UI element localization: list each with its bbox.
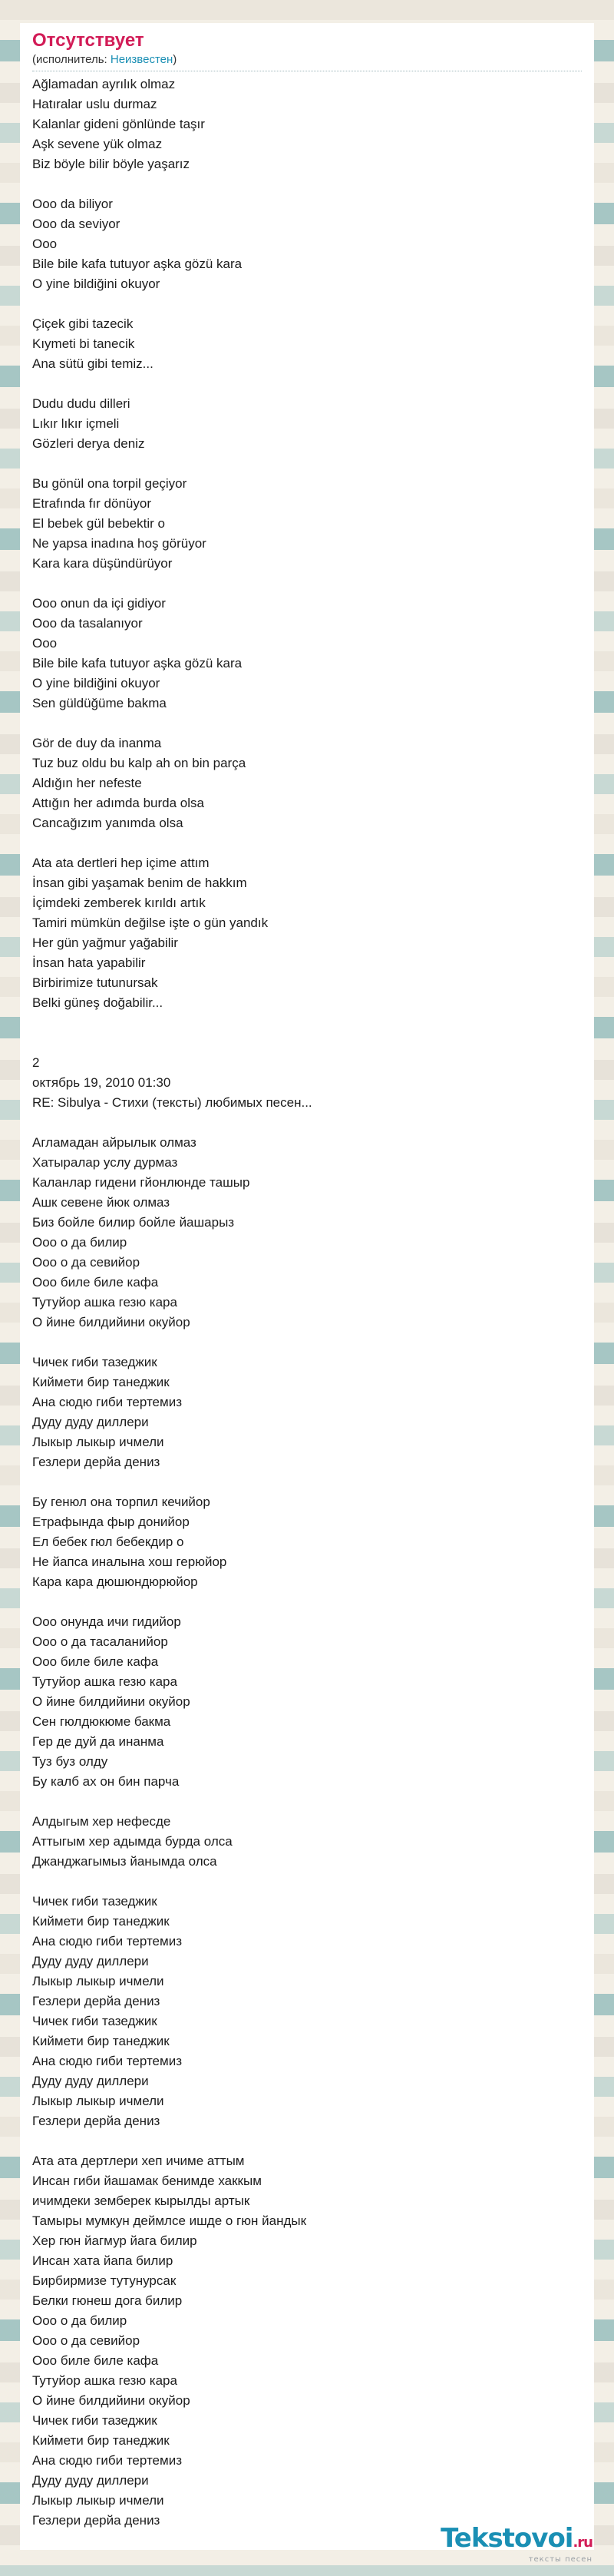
lyrics-line: ичимдеки земберек кырылды артык [32, 2194, 250, 2208]
lyrics-line: Лыкыр лыкыр ичмели [32, 1974, 164, 1988]
lyrics-line: Ана сюдю гиби тертемиз [32, 2453, 182, 2468]
lyrics-blank-line [32, 2131, 582, 2151]
lyrics-line: O yine bildiğini okuyor [32, 676, 160, 690]
lyrics-line: O yine bildiğini okuyor [32, 276, 160, 291]
lyrics-line: Kalanlar gideni gönlünde taşır [32, 117, 205, 131]
lyrics-line: Инсан хата йапа билир [32, 2253, 173, 2268]
lyrics-line: Чичек гиби тазеджик [32, 2014, 157, 2028]
lyrics-line: Лыкыр лыкыр ичмели [32, 2094, 164, 2108]
lyrics-blank-line [32, 1592, 582, 1612]
lyrics-line: Гер де дуй да инанма [32, 1734, 164, 1749]
lyrics-line: Hatıralar uslu durmaz [32, 97, 157, 111]
lyrics-line: Лыкыр лыкыр ичмели [32, 2493, 164, 2508]
lyrics-line: Ana sütü gibi temiz... [32, 356, 154, 371]
lyrics-line: Бу генюл она торпил кечийор [32, 1495, 210, 1509]
lyrics-line: Ооо биле биле кафа [32, 1654, 159, 1669]
lyrics-blank-line [32, 833, 582, 853]
lyrics-line: Etrafında fır dönüyor [32, 496, 151, 511]
logo-wordmark [441, 2525, 593, 2557]
lyrics-line: Bile bile kafa tutuyor aşka gözü kara [32, 257, 243, 271]
lyrics-line: Инсан гиби йашамак бенимде хаккым [32, 2174, 262, 2188]
artist-prefix: (исполнитель: [32, 53, 111, 66]
lyrics-line: Хатыралар услу дурмаз [32, 1155, 178, 1170]
lyrics-line: Gözleri derya deniz [32, 436, 145, 451]
lyrics-line: Киймети бир танеджик [32, 1375, 170, 1389]
lyrics-line: Дуду дуду диллери [32, 2473, 149, 2488]
lyrics-line: Киймети бир танеджик [32, 1914, 170, 1929]
lyrics-line: Dudu dudu dilleri [32, 396, 130, 411]
lyrics-blank-line [32, 1792, 582, 1812]
lyrics-line: Tuz buz oldu bu kalp ah on bin parça [32, 756, 246, 770]
lyrics-line: İçimdeki zemberek kırıldı artık [32, 896, 206, 910]
lyrics-line: Биз бойле билир бойле йашарыз [32, 1215, 235, 1230]
lyrics-blank-line [32, 374, 582, 394]
lyrics-line: Не йапса иналына хош герюйор [32, 1555, 227, 1569]
lyrics-card [20, 23, 594, 2550]
lyrics-line: Sen güldüğüme bakma [32, 696, 167, 710]
lyrics-line: Ооо о да билир [32, 1235, 127, 1250]
page-title: Отсутствует [32, 30, 144, 51]
lyrics-line: RE: Sibulya - Стихи (тексты) любимых песен... [32, 1095, 312, 1110]
lyrics-line: Кара кара дюшюндюрюйор [32, 1574, 198, 1589]
lyrics-blank-line [32, 454, 582, 474]
lyrics-line: Джанджагымыз йанымда олса [32, 1854, 217, 1869]
lyrics-line: Aşk sevene yük olmaz [32, 137, 163, 151]
logo-tld: .ru [573, 2535, 593, 2551]
lyrics-blank-line [32, 1013, 582, 1033]
lyrics-line: Ооо биле биле кафа [32, 2353, 159, 2368]
lyrics-blank-line [32, 574, 582, 594]
lyrics-line: Ашк севене йюк олмаз [32, 1195, 170, 1210]
lyrics-line: Ağlamadan ayrılık olmaz [32, 77, 176, 91]
lyrics-line: İnsan hata yapabilir [32, 955, 146, 970]
lyrics-line: Ооо о да билир [32, 2313, 127, 2328]
lyrics-line: Ооо биле биле кафа [32, 1275, 159, 1290]
lyrics-line: Каланлар гидени гйонлюнде ташыр [32, 1175, 250, 1190]
lyrics-line: Ооо о да тасаланийор [32, 1634, 168, 1649]
lyrics-line: Тамыры мумкун деймлсе ишде о гюн йандык [32, 2213, 307, 2228]
lyrics-blank-line [32, 174, 582, 194]
lyrics-line: Туз буз олду [32, 1754, 108, 1769]
lyrics-line: Cancağızım yanımda olsa [32, 816, 183, 830]
lyrics-blank-line [32, 1333, 582, 1353]
lyrics-line: Ooo da tasalanıyor [32, 616, 143, 631]
lyrics-line: Чичек гиби тазеджик [32, 1894, 157, 1909]
lyrics-line: Гезлери дерйа дениз [32, 1994, 160, 2008]
lyrics-line: Дуду дуду диллери [32, 2074, 149, 2088]
site-logo[interactable] [441, 2525, 593, 2564]
lyrics-line: Агламадан айрылык олмаз [32, 1135, 196, 1150]
lyrics-blank-line [32, 1113, 582, 1133]
artist-line [32, 52, 582, 68]
lyrics-line: Тутуйор ашка гезю кара [32, 1295, 177, 1310]
lyrics-line: Тутуйор ашка гезю кара [32, 2373, 177, 2388]
lyrics-line: Tamiri mümkün değilse işte o gün yandık [32, 916, 269, 930]
lyrics-line: Lıkır lıkır içmeli [32, 416, 120, 431]
lyrics-blank-line [32, 1472, 582, 1492]
lyrics-line: Ооо о да севийор [32, 2333, 140, 2348]
logo-tagline: тексты песен [528, 2555, 593, 2564]
lyrics-line: О йине билдийини окуйор [32, 1315, 190, 1329]
lyrics-line: Алдыгым хер нефесде [32, 1814, 171, 1829]
lyrics-line: El bebek gül bebektir o [32, 516, 165, 531]
lyrics-line: Gör de duy da inanma [32, 736, 162, 750]
lyrics-line: Бу калб ах он бин парча [32, 1774, 180, 1789]
lyrics-line: Чичек гиби тазеджик [32, 1355, 157, 1369]
lyrics-line: Ооо о да севийор [32, 1255, 140, 1270]
lyrics-line: Бирбирмизе тутунурсак [32, 2273, 177, 2288]
lyrics-line: О йине билдийини окуйор [32, 1694, 190, 1709]
lyrics-line: Belki güneş doğabilir... [32, 995, 163, 1010]
lyrics-blank-line [32, 1033, 582, 1053]
lyrics-line: Ооо онунда ичи гидийор [32, 1614, 181, 1629]
lyrics-line: Çiçek gibi tazecik [32, 316, 134, 331]
lyrics-line: Attığın her adımda burda olsa [32, 796, 204, 810]
lyrics-line: Дуду дуду диллери [32, 1415, 149, 1429]
lyrics-line: Хер гюн йагмур йага билир [32, 2233, 197, 2248]
lyrics-line: 2 [32, 1055, 40, 1070]
lyrics-line: октябрь 19, 2010 01:30 [32, 1075, 171, 1090]
lyrics-line: Тутуйор ашка гезю кара [32, 1674, 177, 1689]
lyrics-line: Сен гюлдюкюме бакма [32, 1714, 171, 1729]
lyrics-line: Ata ata dertleri hep içime attım [32, 856, 210, 870]
lyrics-line: Kıymeti bi tanecik [32, 336, 135, 351]
lyrics-line: Лыкыр лыкыр ичмели [32, 1435, 164, 1449]
lyrics-line: Biz böyle bilir böyle yaşarız [32, 157, 190, 171]
lyrics-line: Ooo onun da içi gidiyor [32, 596, 166, 611]
lyrics-line: Киймети бир танеджик [32, 2433, 170, 2448]
lyrics-line: Bile bile kafa tutuyor aşka gözü kara [32, 656, 243, 670]
lyrics-line: Ooo da seviyor [32, 217, 120, 231]
lyrics-line: Aldığın her nefeste [32, 776, 142, 790]
lyrics-text [32, 74, 582, 2531]
lyrics-line: Аттыгым хер адымда бурда олса [32, 1834, 233, 1849]
lyrics-line: Ел бебек гюл бебекдир о [32, 1535, 184, 1549]
lyrics-line: Гезлери дерйа дениз [32, 2114, 160, 2128]
lyrics-blank-line [32, 714, 582, 733]
lyrics-blank-line [32, 294, 582, 314]
lyrics-line: Чичек гиби тазеджик [32, 2413, 157, 2428]
lyrics-line: Ата ата дертлери хеп ичиме аттым [32, 2154, 245, 2168]
lyrics-line: Белки гюнеш дога билир [32, 2293, 183, 2308]
lyrics-line: Дуду дуду диллери [32, 1954, 149, 1968]
lyrics-line: Birbirimize tutunursak [32, 975, 158, 990]
lyrics-line: Ана сюдю гиби тертемиз [32, 1395, 182, 1409]
lyrics-line: Ooo [32, 636, 58, 651]
lyrics-line: О йине билдийини окуйор [32, 2393, 190, 2408]
lyrics-blank-line [32, 1872, 582, 1892]
lyrics-line: Kara kara düşündürüyor [32, 556, 173, 571]
artist-suffix: ) [173, 53, 177, 66]
logo-name: Tekstovoi [441, 2523, 573, 2554]
artist-link[interactable]: Неизвестен [110, 53, 173, 66]
lyrics-line: Ne yapsa inadına hoş görüyor [32, 536, 206, 551]
lyrics-line: İnsan gibi yaşamak benim de hakkım [32, 876, 247, 890]
lyrics-line: Гезлери дерйа дениз [32, 2513, 160, 2528]
lyrics-line: Етрафында фыр донийор [32, 1515, 190, 1529]
lyrics-line: Ана сюдю гиби тертемиз [32, 1934, 182, 1949]
lyrics-line: Киймети бир танеджик [32, 2034, 170, 2048]
lyrics-line: Ана сюдю гиби тертемиз [32, 2054, 182, 2068]
lyrics-line: Bu gönül ona torpil geçiyor [32, 476, 187, 491]
lyrics-line: Ooo [32, 237, 58, 251]
lyrics-line: Гезлери дерйа дениз [32, 1455, 160, 1469]
lyrics-line: Ooo da biliyor [32, 197, 113, 211]
lyrics-line: Her gün yağmur yağabilir [32, 935, 178, 950]
